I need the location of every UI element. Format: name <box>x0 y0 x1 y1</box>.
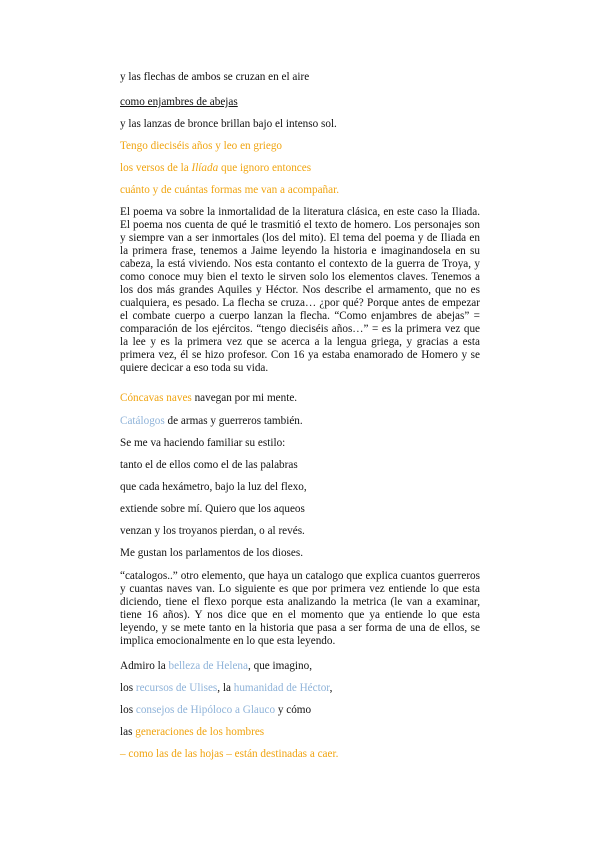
poem-text: extiende sobre mí. Quiero que los aqueos <box>120 503 305 515</box>
poem-line <box>120 70 309 84</box>
highlighted-phrase: generaciones de los hombres <box>135 726 265 738</box>
poem-line <box>120 414 303 428</box>
commentary-paragraph: “catalogos..” otro elemento, que haya un catalogo que explica cuantos guerreros y cuantas naves van. Lo siguiente es que por primera vez entiende lo que esta diciendo, tiene el flexo porque esta analizando la metrica (le van a examinar, tiene 16 años). Y nos dice que en el momento que ya entiende lo que esta leyendo, y se mete tanto en la historia que pasa a ser forma de una de ellos, se implica emocionalmente en lo que esta leyendo. <box>120 570 480 647</box>
poem-line <box>120 725 264 739</box>
poem-line <box>120 546 303 560</box>
poem-text: que ignoro entonces <box>218 162 312 174</box>
poem-text: Me gustan los parlamentos de los dioses. <box>120 547 304 559</box>
book-title: Ilíada <box>191 162 219 174</box>
poem-text: los <box>120 704 136 716</box>
poem-line <box>120 480 307 494</box>
poem-text: , que imagino, <box>248 660 313 672</box>
poem-line <box>120 747 338 761</box>
poem-text: los <box>120 682 136 694</box>
poem-text: Admiro la <box>120 660 169 672</box>
poem-line <box>120 391 297 405</box>
poem-line <box>120 458 298 472</box>
poem-text: Tengo dieciséis años y leo en griego <box>120 140 283 152</box>
poem-line <box>120 502 305 516</box>
highlighted-phrase: Catálogos <box>120 415 165 427</box>
poem-line <box>120 659 312 673</box>
poem-text: los versos de la <box>120 162 192 174</box>
poem-text: , la <box>217 682 234 694</box>
poem-text: y cómo <box>275 704 312 716</box>
highlighted-phrase: recursos de Ulises <box>135 682 218 694</box>
commentary-paragraph: El poema va sobre la inmortalidad de la literatura clásica, en este caso la Iliada. El poema nos cuenta de qué le trasmitió el texto de homero. Los personajes son y siempre van a ser inmortales (los del mito). El tema del poema y de Iliada en la primera frase, tenemos a Jaime leyendo la historia e imaginandosela en su cabeza, la está viviendo. Nos esta contanto el contexto de la guerra de Troya, y como conoce muy bien el texto le sirven solo los elementos claves. Tenemos a los dos más grandes Aquiles y Héctor. Nos describe el armamento, que no es cualquiera, es pesado. La flecha se cruza… ¿por qué? Porque antes de empezar el combate cuerpo a cuerpo lanzan la flecha. “Como enjambres de abejas” = comparación de los ejércitos. “tengo dieciséis años…” = es la primera vez que la lee y es la primera vez que se acerca a la lengua griega, y gracias a esta primera vez, él se hizo profesor. Con 16 ya estaba enamorado de Homero y se quiere decicar a eso toda su vida. <box>120 206 480 374</box>
poem-line <box>120 95 238 109</box>
poem-line <box>120 681 332 695</box>
poem-text: venzan y los troyanos pierdan, o al revés. <box>120 525 305 537</box>
poem-line <box>120 117 337 131</box>
poem-line <box>120 139 282 153</box>
poem-line <box>120 436 285 450</box>
highlighted-phrase: Cóncavas naves <box>120 392 192 404</box>
poem-text: , <box>329 682 333 694</box>
poem-text: que cada hexámetro, bajo la luz del flexo, <box>120 481 307 493</box>
poem-line <box>120 161 311 175</box>
poem-line <box>120 524 305 538</box>
poem-text: y las lanzas de bronce brillan bajo el intenso sol. <box>120 118 337 130</box>
poem-line <box>120 183 339 197</box>
poem-line <box>120 703 311 717</box>
poem-text: cuánto y de cuántas formas me van a acompañar. <box>120 184 339 196</box>
highlighted-phrase: humanidad de Héctor <box>233 682 330 694</box>
poem-text: navegan por mi mente. <box>191 392 298 404</box>
poem-text: como enjambres de abejas <box>120 96 238 108</box>
poem-text: y las flechas de ambos se cruzan en el aire <box>120 71 310 83</box>
poem-text: tanto el de ellos como el de las palabras <box>120 459 298 471</box>
poem-text: de armas y guerreros también. <box>164 415 303 427</box>
poem-text: las <box>120 726 136 738</box>
highlighted-phrase: consejos de Hipóloco a Glauco <box>135 704 276 716</box>
poem-text: Se me va haciendo familiar su estilo: <box>120 437 286 449</box>
highlighted-phrase: belleza de Helena <box>168 660 248 672</box>
poem-text: – como las de las hojas – están destinadas a caer. <box>120 748 339 760</box>
